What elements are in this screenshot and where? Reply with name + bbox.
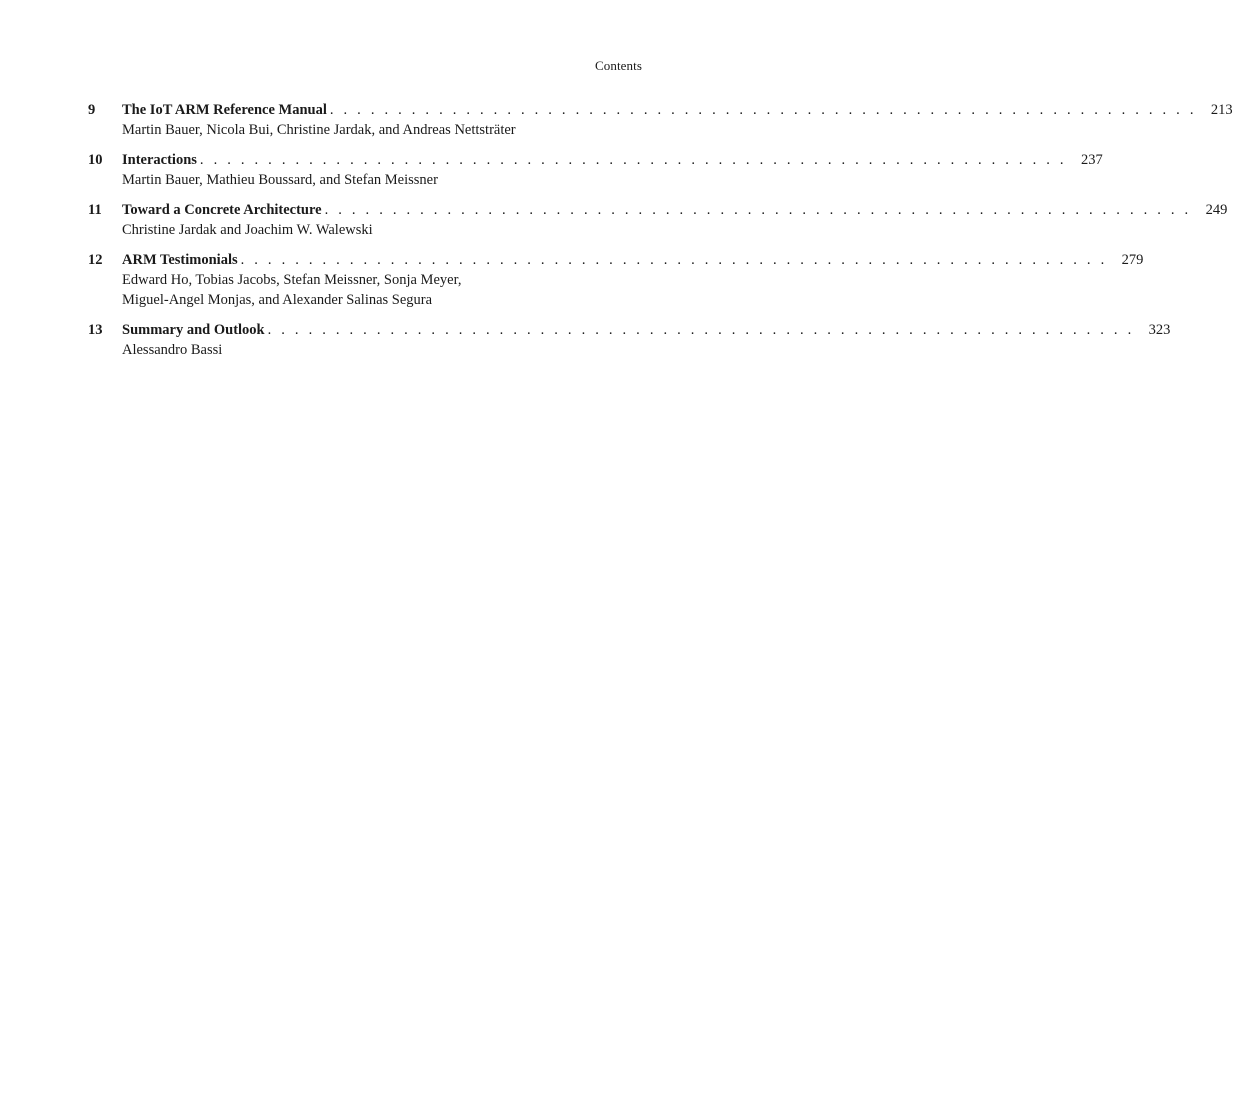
toc-entry	[88, 200, 1228, 240]
chapter-number: 13	[88, 322, 103, 338]
toc-entry-line[interactable]	[88, 200, 1228, 220]
chapter-authors: Martin Bauer, Nicola Bui, Christine Jardak, and Andreas Nettsträter	[122, 122, 516, 138]
dot-leader: . . . . . . . . . . . . . . . . . . . . . . . . . . . . . . . . . . . . . . . . . . . . . . . . . . . . . . . . . . . . . . . .	[329, 102, 1197, 118]
toc-entry-line[interactable]	[88, 250, 1144, 270]
chapter-number: 11	[88, 202, 102, 218]
dot-leader: . . . . . . . . . . . . . . . . . . . . . . . . . . . . . . . . . . . . . . . . . . . . . . . . . . . . . . . . . . . . . . . .	[267, 322, 1135, 338]
dot-leader: . . . . . . . . . . . . . . . . . . . . . . . . . . . . . . . . . . . . . . . . . . . . . . . . . . . . . . . . . . . . . . . .	[199, 152, 1067, 168]
toc-entry-line[interactable]	[88, 150, 1103, 170]
page-number: 237	[1080, 152, 1103, 168]
page-number: 279	[1121, 252, 1144, 268]
toc-entry	[88, 320, 1171, 360]
running-head: Contents	[594, 58, 642, 73]
chapter-authors: Alessandro Bassi	[122, 342, 223, 358]
chapter-title[interactable]: ARM Testimonials	[122, 252, 238, 268]
table-of-contents	[88, 100, 1233, 370]
chapter-number: 12	[88, 252, 103, 268]
chapter-number: 9	[88, 102, 96, 118]
chapter-title[interactable]: The IoT ARM Reference Manual	[122, 102, 327, 118]
chapter-title[interactable]: Summary and Outlook	[122, 322, 265, 338]
chapter-number: 10	[88, 152, 103, 168]
toc-entry-line[interactable]	[88, 320, 1171, 340]
dot-leader: . . . . . . . . . . . . . . . . . . . . . . . . . . . . . . . . . . . . . . . . . . . . . . . . . . . . . . . . . . . . . . . .	[324, 202, 1192, 218]
toc-entry	[88, 150, 1103, 190]
toc-entry-line[interactable]	[88, 100, 1233, 120]
page-number: 249	[1205, 202, 1228, 218]
chapter-authors: Edward Ho, Tobias Jacobs, Stefan Meissner, Sonja Meyer,	[122, 272, 462, 288]
page-number: 323	[1148, 322, 1171, 338]
chapter-title[interactable]: Interactions	[122, 152, 197, 168]
chapter-authors: Miguel-Angel Monjas, and Alexander Salinas Segura	[122, 292, 433, 308]
toc-entry	[88, 100, 1233, 140]
toc-entry	[88, 250, 1144, 310]
chapter-title[interactable]: Toward a Concrete Architecture	[122, 202, 322, 218]
page-number: 213	[1210, 102, 1233, 118]
chapter-authors: Christine Jardak and Joachim W. Walewski	[122, 222, 373, 238]
dot-leader: . . . . . . . . . . . . . . . . . . . . . . . . . . . . . . . . . . . . . . . . . . . . . . . . . . . . . . . . . . . . . . . .	[240, 252, 1108, 268]
chapter-authors: Martin Bauer, Mathieu Boussard, and Stefan Meissner	[122, 172, 438, 188]
